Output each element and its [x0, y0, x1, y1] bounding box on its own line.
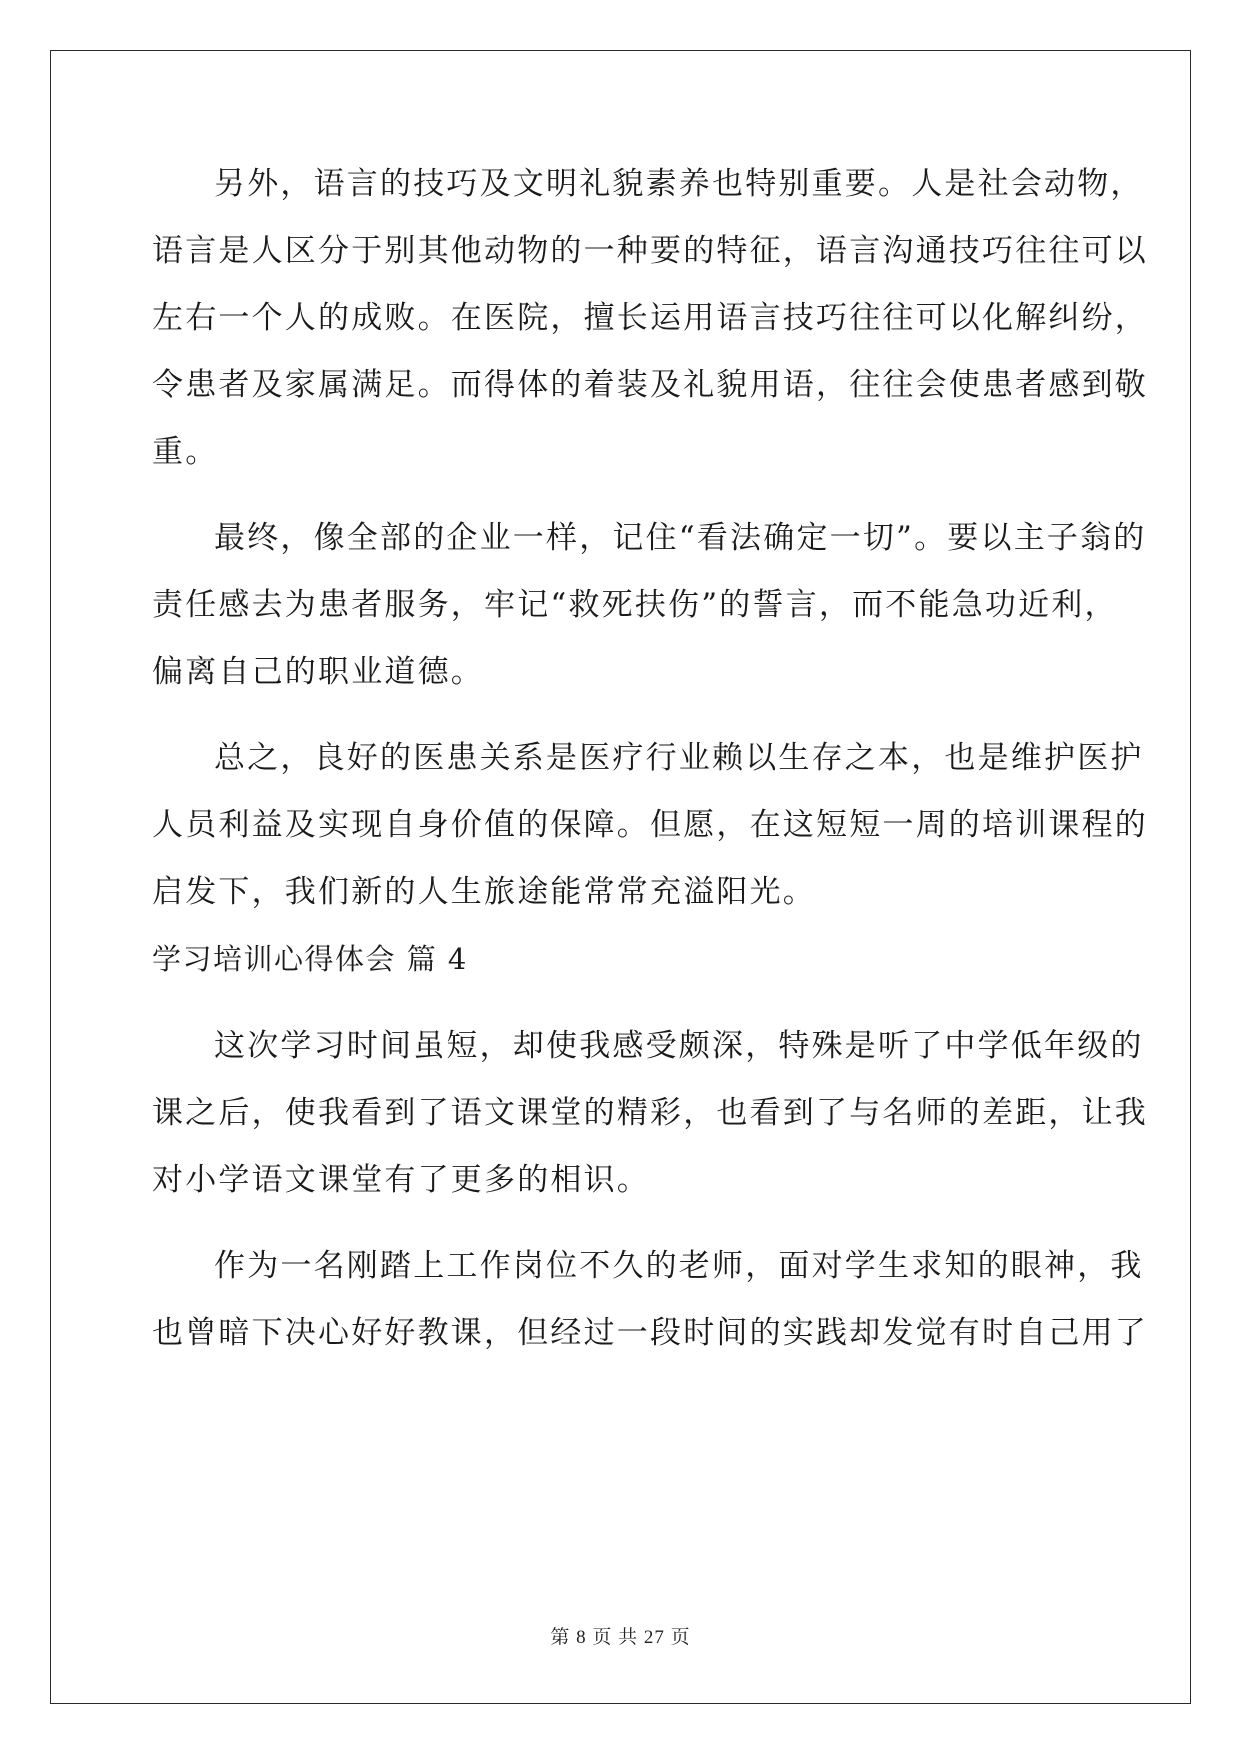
paragraph-line: 偏离自己的职业道德。	[152, 654, 484, 690]
paragraph-line: 最终，像全部的企业一样，记住“看法确定一切”。要以主子翁的	[214, 520, 1147, 556]
paragraph-line: 人员利益及实现自身价值的保障。但愿，在这短短一周的培训课程的	[152, 807, 1148, 843]
paragraph-line: 启发下，我们新的人生旅途能常常充溢阳光。	[152, 874, 816, 910]
paragraph-line: 对小学语文课堂有了更多的相识。	[152, 1162, 650, 1198]
paragraph-line: 左右一个人的成败。在医院，擅长运用语言技巧往往可以化解纠纷，	[152, 300, 1148, 336]
paragraph-line: 重。	[152, 434, 219, 470]
page-number-footer: 第 8 页 共 27 页	[550, 1627, 691, 1648]
paragraph-line: 作为一名刚踏上工作岗位不久的老师，面对学生求知的眼神，我	[214, 1248, 1144, 1284]
paragraph-line: 责任感去为患者服务，牢记“救死扶伤”的誓言，而不能急功近利，	[152, 587, 1118, 623]
paragraph-line: 总之，良好的医患关系是医疗行业赖以生存之本，也是维护医护	[214, 740, 1144, 776]
paragraph-line: 这次学习时间虽短，却使我感受颇深，特殊是听了中学低年级的	[214, 1028, 1144, 1064]
section-heading: 学习培训心得体会 篇 4	[152, 942, 468, 976]
paragraph-line: 也曾暗下决心好好教课，但经过一段时间的实践却发觉有时自己用了	[152, 1315, 1148, 1351]
paragraph-line: 另外，语言的技巧及文明礼貌素养也特别重要。人是社会动物，	[214, 166, 1144, 202]
paragraph-line: 课之后，使我看到了语文课堂的精彩，也看到了与名师的差距，让我	[152, 1095, 1148, 1131]
paragraph-line: 语言是人区分于别其他动物的一种要的特征，语言沟通技巧往往可以	[152, 233, 1148, 269]
paragraph-line: 令患者及家属满足。而得体的着装及礼貌用语，往往会使患者感到敬	[152, 367, 1148, 403]
